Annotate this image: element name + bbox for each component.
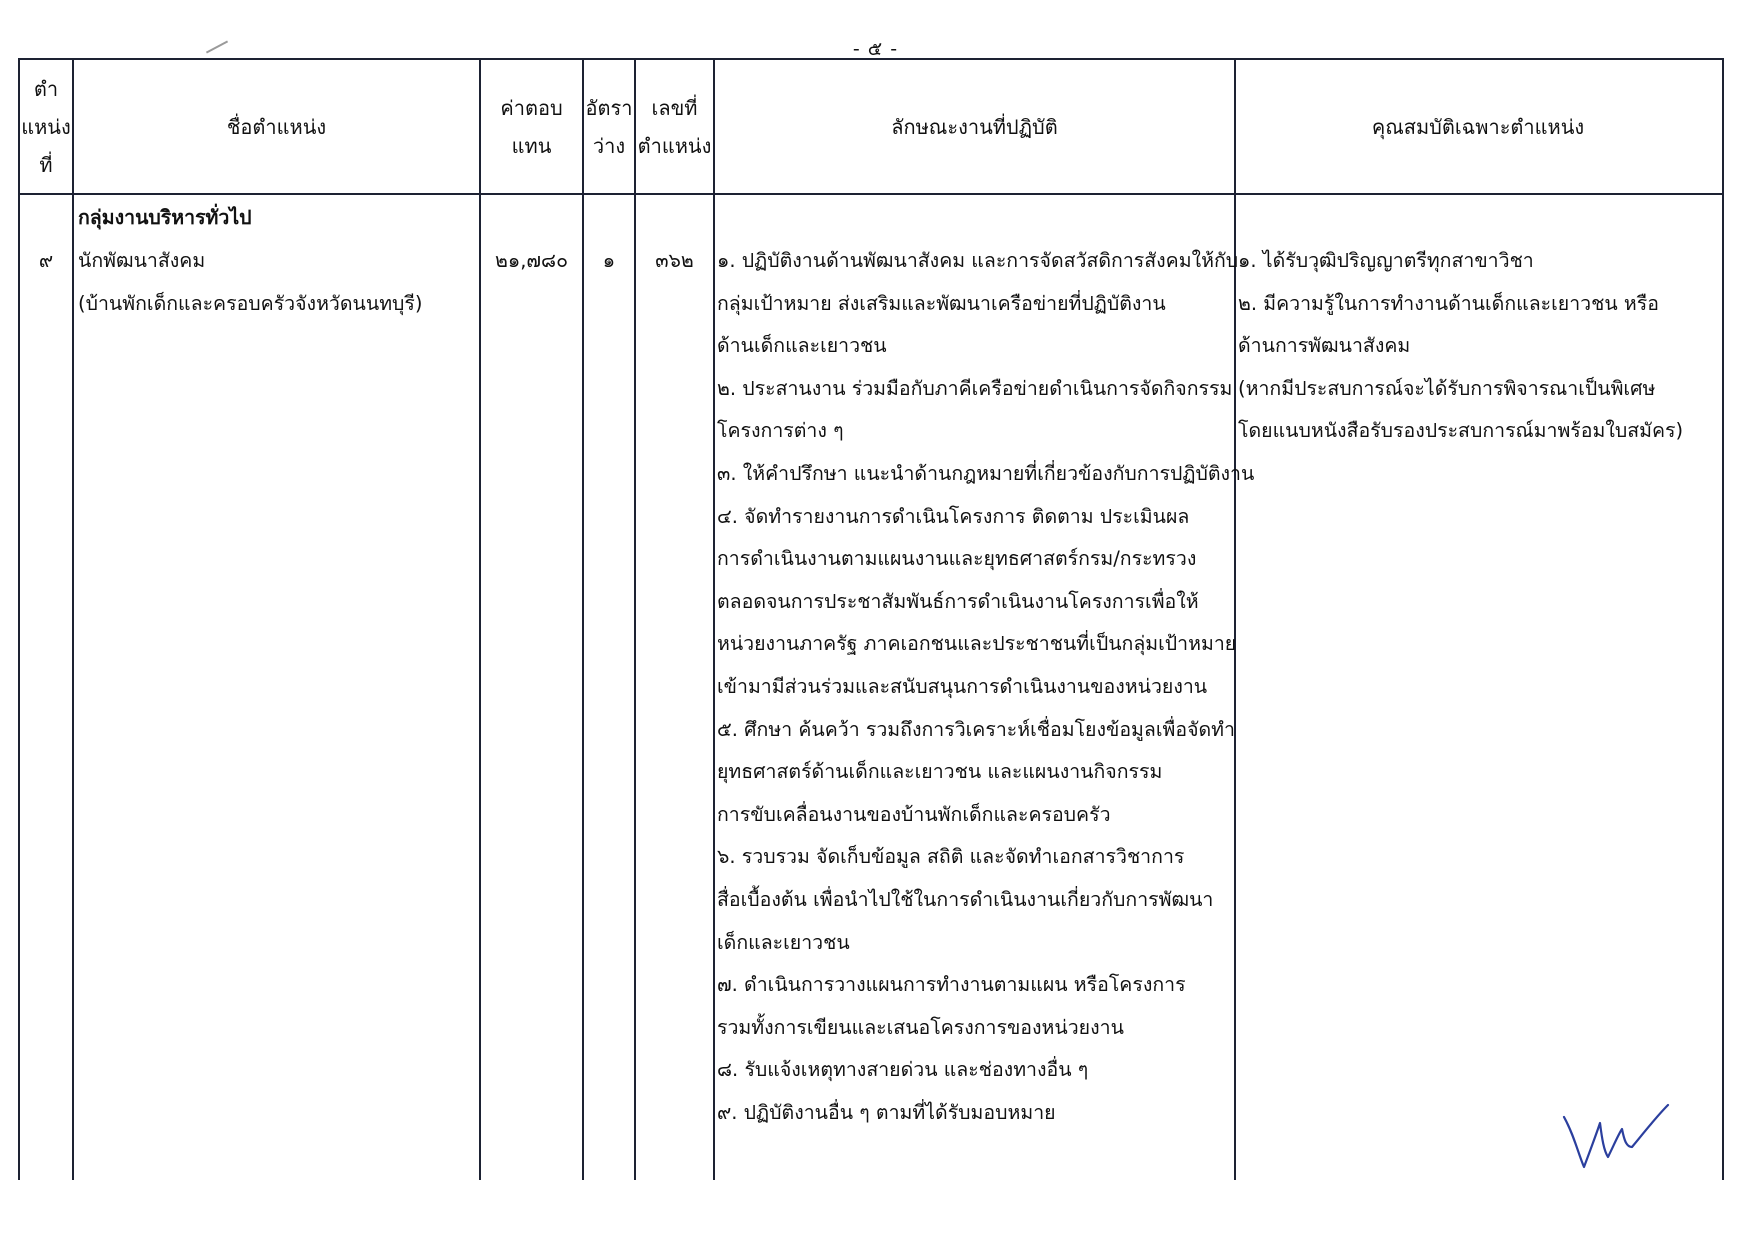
header-position-number — [636, 60, 713, 193]
qualification-line: ๒. มีความรู้ในการทำงานด้านเด็กและเยาวชน หรือ — [1238, 291, 1659, 315]
signature-stroke — [1564, 1105, 1668, 1167]
position-unit: (บ้านพักเด็กและครอบครัวจังหวัดนนทบุรี) — [78, 291, 423, 315]
column-divider — [634, 58, 636, 1180]
header-text: แทน — [511, 133, 552, 158]
header-position-order — [20, 60, 72, 193]
header-position-name — [74, 60, 479, 193]
header-text: ว่าง — [592, 133, 626, 158]
duty-line: ๘. รับแจ้งเหตุทางสายด่วน และช่องทางอื่น ๆ — [717, 1058, 1089, 1082]
duty-line: หน่วยงานภาครัฐ ภาคเอกชนและประชาชนที่เป็นกลุ่มเป้าหมาย — [717, 632, 1237, 656]
header-text: แหน่ง — [21, 114, 71, 139]
duty-line: ๗. ดำเนินการวางแผนการทำงานตามแผน หรือโครงการ — [717, 973, 1186, 997]
page-number: - ๕ - — [852, 38, 899, 60]
duty-line: ๕. ศึกษา ค้นคว้า รวมถึงการวิเคราะห์เชื่อมโยงข้อมูลเพื่อจัดทำ — [717, 717, 1235, 741]
header-duties — [715, 60, 1234, 193]
duty-line: ๖. รวบรวม จัดเก็บข้อมูล สถิติ และจัดทำเอกสารวิชาการ — [717, 845, 1185, 869]
group-title: กลุ่มงานบริหารทั่วไป — [78, 206, 252, 229]
duties-list — [717, 240, 1254, 1134]
salary: ๒๑,๗๘๐ — [494, 249, 569, 272]
duty-line: เข้ามามีส่วนร่วมและสนับสนุนการดำเนินงานของหน่วยงาน — [717, 674, 1208, 698]
duty-line: กลุ่มเป้าหมาย ส่งเสริมและพัฒนาเครือข่ายที่ปฏิบัติงาน — [717, 291, 1166, 315]
duty-line: ๔. จัดทำรายงานการดำเนินโครงการ ติดตาม ประเมินผล — [717, 504, 1190, 528]
duty-line: ตลอดจนการประชาสัมพันธ์การดำเนินงานโครงการเพื่อให้ — [717, 589, 1199, 613]
column-divider — [582, 58, 584, 1180]
column-divider — [713, 58, 715, 1180]
qualification-line: (หากมีประสบการณ์จะได้รับการพิจารณาเป็นพิเศษ — [1238, 376, 1656, 400]
qualification-line: ๑. ได้รับวุฒิปริญญาตรีทุกสาขาวิชา — [1238, 249, 1534, 272]
header-text: ชื่อตำแหน่ง — [226, 114, 327, 139]
qualification-line: ด้านการพัฒนาสังคม — [1238, 334, 1411, 358]
position-name — [78, 240, 423, 325]
header-text: ค่าตอบ — [500, 95, 563, 120]
duty-line: การดำเนินงานตามแผนงานและยุทธศาสตร์กรม/กระทรวง — [717, 547, 1197, 571]
duty-line: รวมทั้งการเขียนและเสนอโครงการของหน่วยงาน — [717, 1015, 1124, 1039]
duty-line: การขับเคลื่อนงานของบ้านพักเด็กและครอบครัว — [717, 802, 1111, 826]
header-text: ลักษณะงานที่ปฏิบัติ — [891, 114, 1058, 139]
duty-line: ด้านเด็กและเยาวชน — [717, 334, 887, 358]
header-text: เลขที่ — [651, 95, 698, 120]
duty-line: ๙. ปฏิบัติงานอื่น ๆ ตามที่ได้รับมอบหมาย — [717, 1100, 1056, 1124]
header-text: อัตรา — [585, 95, 633, 120]
header-salary — [481, 60, 582, 193]
position-number: ๓๖๒ — [655, 249, 694, 272]
header-text: ตำ — [33, 76, 59, 101]
column-divider — [479, 58, 481, 1180]
signature-mark — [1560, 1095, 1670, 1175]
row-number: ๙ — [38, 249, 54, 272]
duty-line: ๒. ประสานงาน ร่วมมือกับภาคีเครือข่ายดำเนินการจัดกิจกรรม — [717, 376, 1233, 400]
header-text: ที่ — [39, 152, 53, 177]
qualification-line: โดยแนบหนังสือรับรองประสบการณ์มาพร้อมใบสมัคร) — [1238, 419, 1684, 443]
vacancies: ๑ — [602, 249, 616, 272]
duty-line: เด็กและเยาวชน — [717, 930, 850, 954]
qualifications-list — [1238, 240, 1683, 453]
column-divider — [72, 58, 74, 1180]
duty-line: โครงการต่าง ๆ — [717, 419, 844, 443]
duty-line: ๓. ให้คำปรึกษา แนะนำด้านกฎหมายที่เกี่ยวข้องกับการปฏิบัติงาน — [717, 461, 1255, 485]
header-text: คุณสมบัติเฉพาะตำแหน่ง — [1371, 114, 1585, 139]
duty-line: สื่อเบื้องต้น เพื่อนำไปใช้ในการดำเนินงานเกี่ยวกับการพัฒนา — [717, 887, 1214, 911]
duty-line: ยุทธศาสตร์ด้านเด็กและเยาวชน และแผนงานกิจกรรม — [717, 760, 1163, 784]
header-text: ตำแหน่ง — [637, 133, 712, 158]
duty-line: ๑. ปฏิบัติงานด้านพัฒนาสังคม และการจัดสวัสดิการสังคมให้กับ — [717, 249, 1239, 272]
header-separator — [18, 193, 1722, 195]
header-qualifications — [1236, 60, 1720, 193]
header-vacancies — [584, 60, 634, 193]
position-title: นักพัฒนาสังคม — [78, 249, 206, 272]
